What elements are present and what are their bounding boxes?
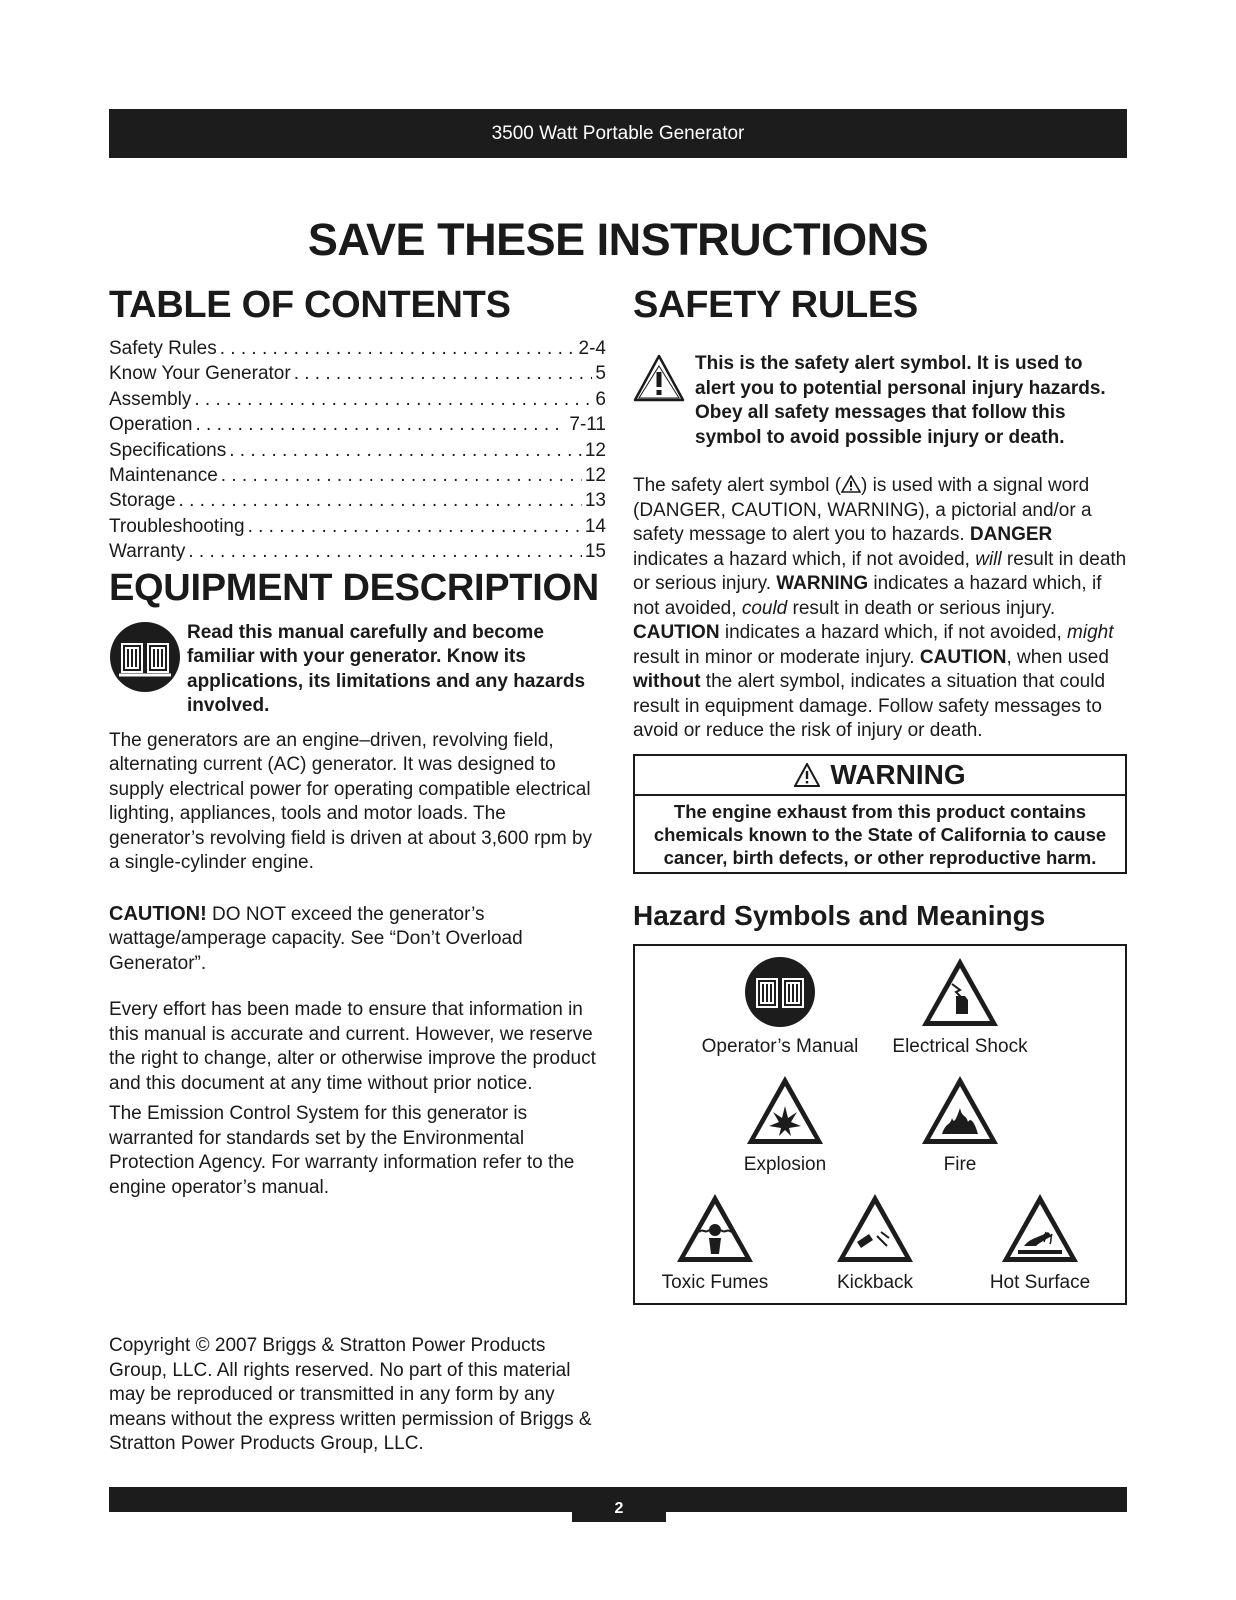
toc-entry-page: 13 [584,490,606,512]
danger-word: DANGER [969,524,1053,545]
hazard-label: Kickback [836,1271,914,1293]
toc-entry-label: Warranty [109,541,186,563]
safety-alert-notice [633,352,1127,450]
toc-leader-dots [188,539,581,564]
disclaimer-paragraph: Every effort has been made to ensure that information in this manual is accurate and current. However, we reserve the right to change, alter or otherwise improve the product and this document at any time without prior notice. [109,999,596,1094]
toc-leader-dots [195,412,566,437]
toc-entry-page: 12 [584,439,606,461]
warning-alert-icon [794,763,820,787]
fire-icon [920,1074,1000,1146]
explosion-icon [745,1074,825,1146]
hazard-toxic-fumes [640,1192,790,1294]
toc-entry-label: Storage [109,490,176,512]
inline-alert-icon [841,475,861,493]
toc-entry [109,361,606,386]
electrical-shock-icon [920,956,1000,1028]
page-title: SAVE THESE INSTRUCTIONS [307,214,929,265]
text-span: result in minor or moderate injury. [633,646,920,668]
warning-box [633,754,1127,874]
text-span: ) is used with a signal word (DANGER, CAUTION, WARNING), a pictorial and/or a safety message to alert you to hazards. [633,475,1092,545]
toxic-fumes-icon [675,1192,755,1264]
document-title: 3500 Watt Portable Generator [491,122,745,144]
warning-word: WARNING [776,573,869,594]
toc-entry-label: Troubleshooting [109,515,245,537]
toc-entry [109,387,606,412]
safety-alert-text: This is the safety alert symbol. It is used to alert you to potential personal injury hazards. Obey all safety messages that follow this symbol to avoid possible injury or death. [695,353,1106,448]
hazard-title: Hazard Symbols and Meanings [633,899,1046,931]
page-number-tab [572,1495,666,1522]
read-manual-notice [109,621,606,719]
toc-title: TABLE OF CONTENTS [109,284,511,326]
left-column [109,282,606,1200]
emphasis: will [975,548,1002,570]
toc-entry [109,539,606,564]
warning-heading: WARNING [830,758,966,790]
warning-header [635,756,1125,796]
text-span: the alert symbol, indicates a situation that could result in equipment damage. Follow safety messages to avoid or reduce the risk of injury or death. [633,671,1106,741]
copyright-notice: Copyright © 2007 Briggs & Stratton Power Products Group, LLC. All rights reserved. No part of this material may be reproduced or transmitted in any form by any means without the express written permission of Briggs & Stratton Power Products Group, LLC. [109,1335,592,1454]
hazard-label: Hot Surface [989,1271,1091,1293]
hazard-fire [875,1074,1045,1176]
toc-entry-page: 12 [584,465,606,487]
toc-leader-dots [179,488,582,513]
caution-word: CAUTION [919,646,1007,668]
hazard-hot-surface [960,1192,1120,1294]
page-number: 2 [614,1499,624,1517]
toc-entry-label: Safety Rules [109,338,217,359]
toc-entry-page: 2-4 [578,338,606,359]
toc-leader-dots [294,361,593,386]
right-column [633,282,1127,1305]
toc-entry-page: 6 [595,388,606,410]
toc-entry-label: Operation [109,414,193,436]
toc-entry-label: Know Your Generator [109,363,291,385]
toc-entry [109,336,606,361]
toc-entry [109,412,606,437]
safety-title: SAFETY RULES [633,284,918,326]
emphasis: without [633,671,701,692]
hazard-label: Toxic Fumes [661,1271,769,1293]
text-span: indicates a hazard which, if not avoided, [719,622,1068,643]
toc-entry-page: 5 [595,363,606,385]
hazard-label: Electrical Shock [892,1035,1028,1057]
book-icon [109,621,181,693]
text-span: result in death or serious injury. [633,548,1127,594]
hazard-explosion [700,1074,870,1176]
text-span: indicates a hazard which, if not avoided, [633,548,976,570]
toc-entry [109,514,606,539]
toc-entry-label: Maintenance [109,465,218,487]
toc-leader-dots [229,438,582,463]
table-of-contents [109,336,606,565]
toc-entry [109,463,606,488]
toc-leader-dots [220,336,576,361]
toc-entry-page: 7-11 [569,414,606,436]
book-icon [744,956,816,1028]
caution-word: CAUTION [633,622,720,643]
toc-leader-dots [194,387,592,412]
toc-entry-page: 15 [584,541,606,563]
hot-surface-icon [1000,1192,1080,1264]
hazard-label: Explosion [743,1153,827,1175]
text-span: indicates a hazard which, if not avoided, [633,573,1102,619]
toc-entry-page: 14 [584,515,606,537]
toc-entry [109,438,606,463]
hazard-symbols-box [633,944,1127,1305]
warning-text: The engine exhaust from this product contains chemicals known to the State of California to cause cancer, birth defects, or other reproductive harm. [653,800,1107,868]
hazard-label: Fire [943,1153,977,1175]
caution-paragraph [109,902,606,977]
equipment-paragraph: The generators are an engine–driven, revolving field, alternating current (AC) generator. It was designed to supply electrical power for operating compatible electrical lighting, appliances, tools and motor loads. The generator’s revolving field is driven at about 3,600 rpm by a single-cylinder engine. [109,729,593,874]
hazard-kickback [800,1192,950,1294]
read-manual-text: Read this manual carefully and become familiar with your generator. Know its applications, its limitations and any hazards involved. [187,621,586,717]
caution-text: DO NOT exceed the generator’s wattage/amperage capacity. See “Don’t Overload Generator”. [109,903,523,974]
emphasis: might [1067,622,1114,643]
text-span: The safety alert symbol ( [633,475,842,496]
text-span: , when used [1006,646,1109,668]
emission-paragraph: The Emission Control System for this generator is warranted for standards set by the Environmental Protection Agency. For warranty information refer to the engine operator’s manual. [109,1103,575,1198]
safety-alert-icon [633,354,685,402]
emphasis: could [741,597,788,619]
hazard-label: Operator’s Manual [701,1035,859,1057]
toc-leader-dots [221,463,582,488]
header-bar [109,109,1127,158]
toc-entry-label: Assembly [109,388,192,410]
hazard-electrical-shock [875,956,1045,1058]
signal-word-paragraph [633,474,1127,744]
hazard-operators-manual [690,956,870,1058]
text-span: result in death or serious injury. [787,597,1056,619]
caution-label: CAUTION! [109,902,207,925]
toc-leader-dots [248,514,582,539]
equipment-title: EQUIPMENT DESCRIPTION [109,566,599,609]
kickback-icon [835,1192,915,1264]
toc-entry-label: Specifications [109,439,227,461]
toc-entry [109,488,606,513]
